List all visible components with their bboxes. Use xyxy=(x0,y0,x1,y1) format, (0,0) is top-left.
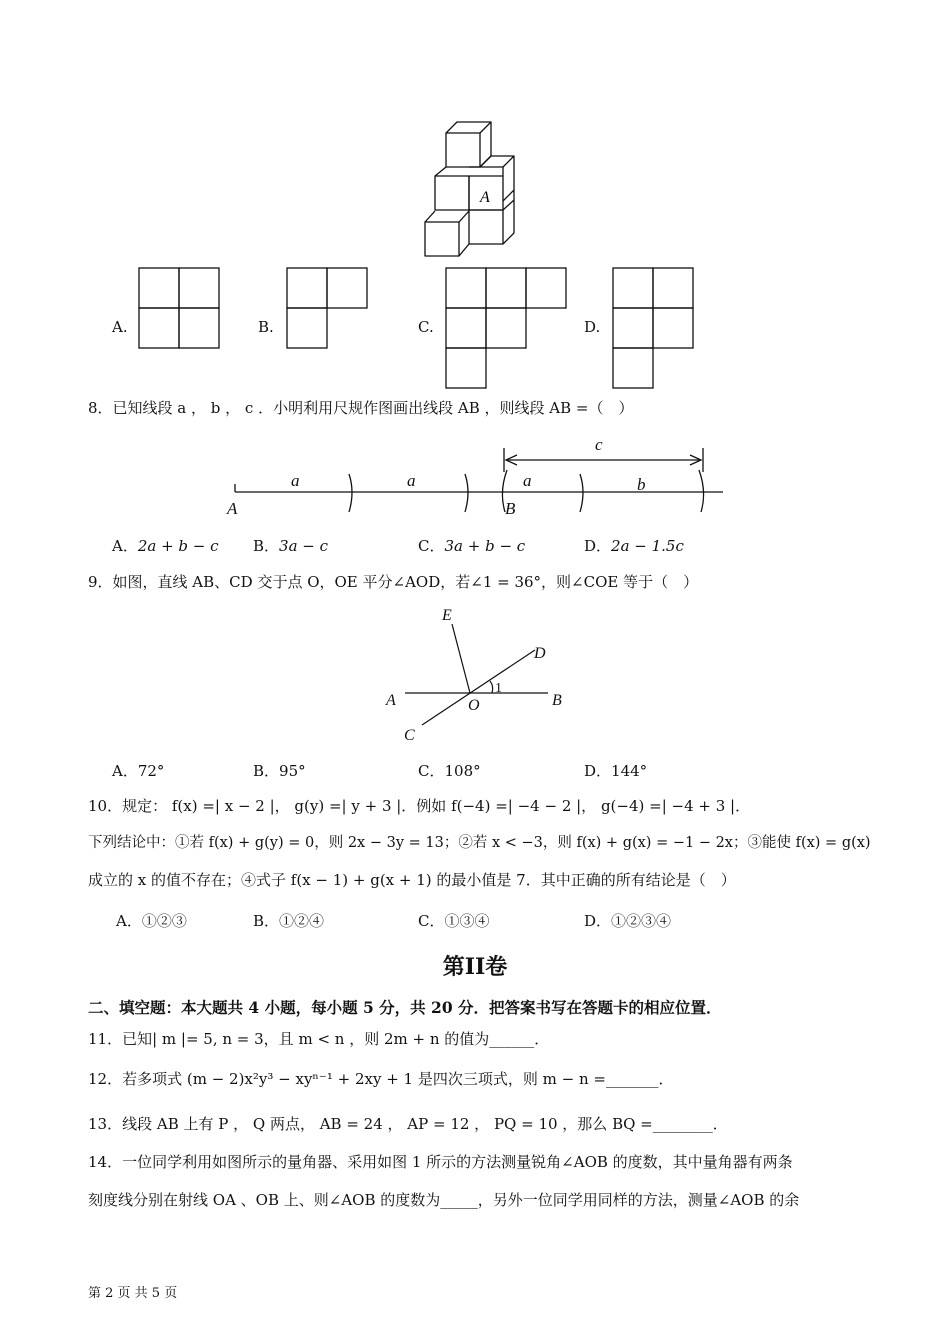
q8-option-a-text: 2a + b − c xyxy=(137,537,219,555)
q8-option-c: C．3a + b − c xyxy=(418,537,526,555)
q9-label-O: O xyxy=(468,697,480,714)
q10-line-3: 成立的 x 的值不存在；④式子 f(x − 1) + g(x + 1) 的最小值是 7．其中正确的所有结论是（ ） xyxy=(88,871,736,889)
section-title: 第II卷 xyxy=(442,954,508,980)
q9-option-a-text: 72° xyxy=(137,762,165,780)
q8-label-B: B xyxy=(505,499,516,518)
q9-option-c: C．108° xyxy=(418,762,481,780)
q8-option-d-text: 2a − 1.5c xyxy=(611,537,684,555)
q9-option-d-text: 144° xyxy=(611,762,648,780)
cube-stack-figure xyxy=(420,118,530,263)
q9-label-angle1: 1 xyxy=(495,681,502,696)
q10-option-c-text: ①③④ xyxy=(444,912,490,930)
q9-label-D: D xyxy=(534,645,546,662)
q11: 11．已知| m |= 5, n = 3，且 m < n ，则 2m + n 的值为______． xyxy=(88,1030,550,1048)
q10-line-1: 10．规定： f(x) =| x − 2 |， g(y) =| y + 3 |．例如 f(−4) =| −4 − 2 |， g(−4) =| −4 + 3 |． xyxy=(88,797,751,815)
q9-stem: 9．如图，直线 AB、CD 交于点 O，OE 平分∠AOD，若∠1 = 36°，则∠COE 等于（ ） xyxy=(88,573,699,591)
q7-option-a-label: A. xyxy=(112,318,128,336)
q9-label-C: C xyxy=(404,727,415,744)
q14-line-1: 14．一位同学利用如图所示的量角器、采用如图 1 所示的方法测量锐角∠AOB 的度数，其中量角器有两条 xyxy=(88,1153,793,1171)
q8-option-b-text: 3a − c xyxy=(279,537,329,555)
q9-label-A: A xyxy=(386,692,396,709)
q8-option-b: B．3a − c xyxy=(253,537,329,555)
q10-line-2: 下列结论中：①若 f(x) + g(y) = 0，则 2x − 3y = 13；②若 x < −3，则 f(x) + g(x) = −1 − 2x；③能使 f(x) = g(x) xyxy=(88,835,871,851)
q9-option-b: B．95° xyxy=(253,762,306,780)
q10-option-c: C．①③④ xyxy=(418,912,490,930)
q7-option-a-figure xyxy=(138,267,220,349)
q12: 12．若多项式 (m − 2)x²y³ − xyⁿ⁻¹ + 2xy + 1 是四次三项式，则 m − n =_______． xyxy=(88,1070,674,1088)
q7-option-b-label: B. xyxy=(258,318,274,336)
q13: 13．线段 AB 上有 P ， Q 两点， AB = 24 ， AP = 12 ， PQ = 10 ，那么 BQ =________． xyxy=(88,1115,728,1133)
q8-label-a2: a xyxy=(407,471,416,490)
q8-option-a: A．2a + b − c xyxy=(112,537,219,555)
q9-option-c-text: 108° xyxy=(444,762,481,780)
q7-option-c-label: C. xyxy=(418,318,434,336)
q10-option-a-text: ①②③ xyxy=(141,912,187,930)
q7-option-d-figure xyxy=(612,267,694,389)
q7-option-b-figure xyxy=(286,267,368,349)
q9-label-B: B xyxy=(552,692,562,709)
q10-option-d-text: ①②③④ xyxy=(611,912,672,930)
q8-option-d: D．2a − 1.5c xyxy=(584,537,684,555)
q9-option-b-text: 95° xyxy=(279,762,306,780)
q7-option-d-label: D. xyxy=(584,318,601,336)
page-footer: 第 2 页 共 5 页 xyxy=(88,1286,178,1301)
section-heading: 二、填空题：本大题共 4 小题，每小题 5 分，共 20 分．把答案书写在答题卡的相应位置． xyxy=(88,998,722,1017)
q8-label-A: A xyxy=(227,499,238,518)
q8-segment-figure xyxy=(225,432,725,522)
q9-option-d: D．144° xyxy=(584,762,648,780)
cube-label-a: A xyxy=(480,189,490,206)
q8-label-c: c xyxy=(595,435,603,454)
q8-label-a3: a xyxy=(523,471,532,490)
q8-stem: 8．已知线段 a ， b ， c ．小明利用尺规作图画出线段 AB ，则线段 AB =（ ） xyxy=(88,399,634,417)
q8-option-c-text: 3a + b − c xyxy=(444,537,526,555)
q10-option-d: D．①②③④ xyxy=(584,912,672,930)
q9-label-E: E xyxy=(442,607,452,624)
q9-option-a: A．72° xyxy=(112,762,165,780)
q9-angle-figure xyxy=(380,600,580,750)
q10-option-b-text: ①②④ xyxy=(279,912,325,930)
q14-line-2: 刻度线分别在射线 OA 、OB 上、则∠AOB 的度数为_____，另外一位同学用同样的方法，测量∠AOB 的余 xyxy=(88,1191,800,1209)
q7-option-c-figure xyxy=(445,267,567,389)
q10-option-a: A．①②③ xyxy=(116,912,187,930)
q10-option-b: B．①②④ xyxy=(253,912,325,930)
q8-label-a1: a xyxy=(291,471,300,490)
q8-label-b: b xyxy=(637,475,646,494)
